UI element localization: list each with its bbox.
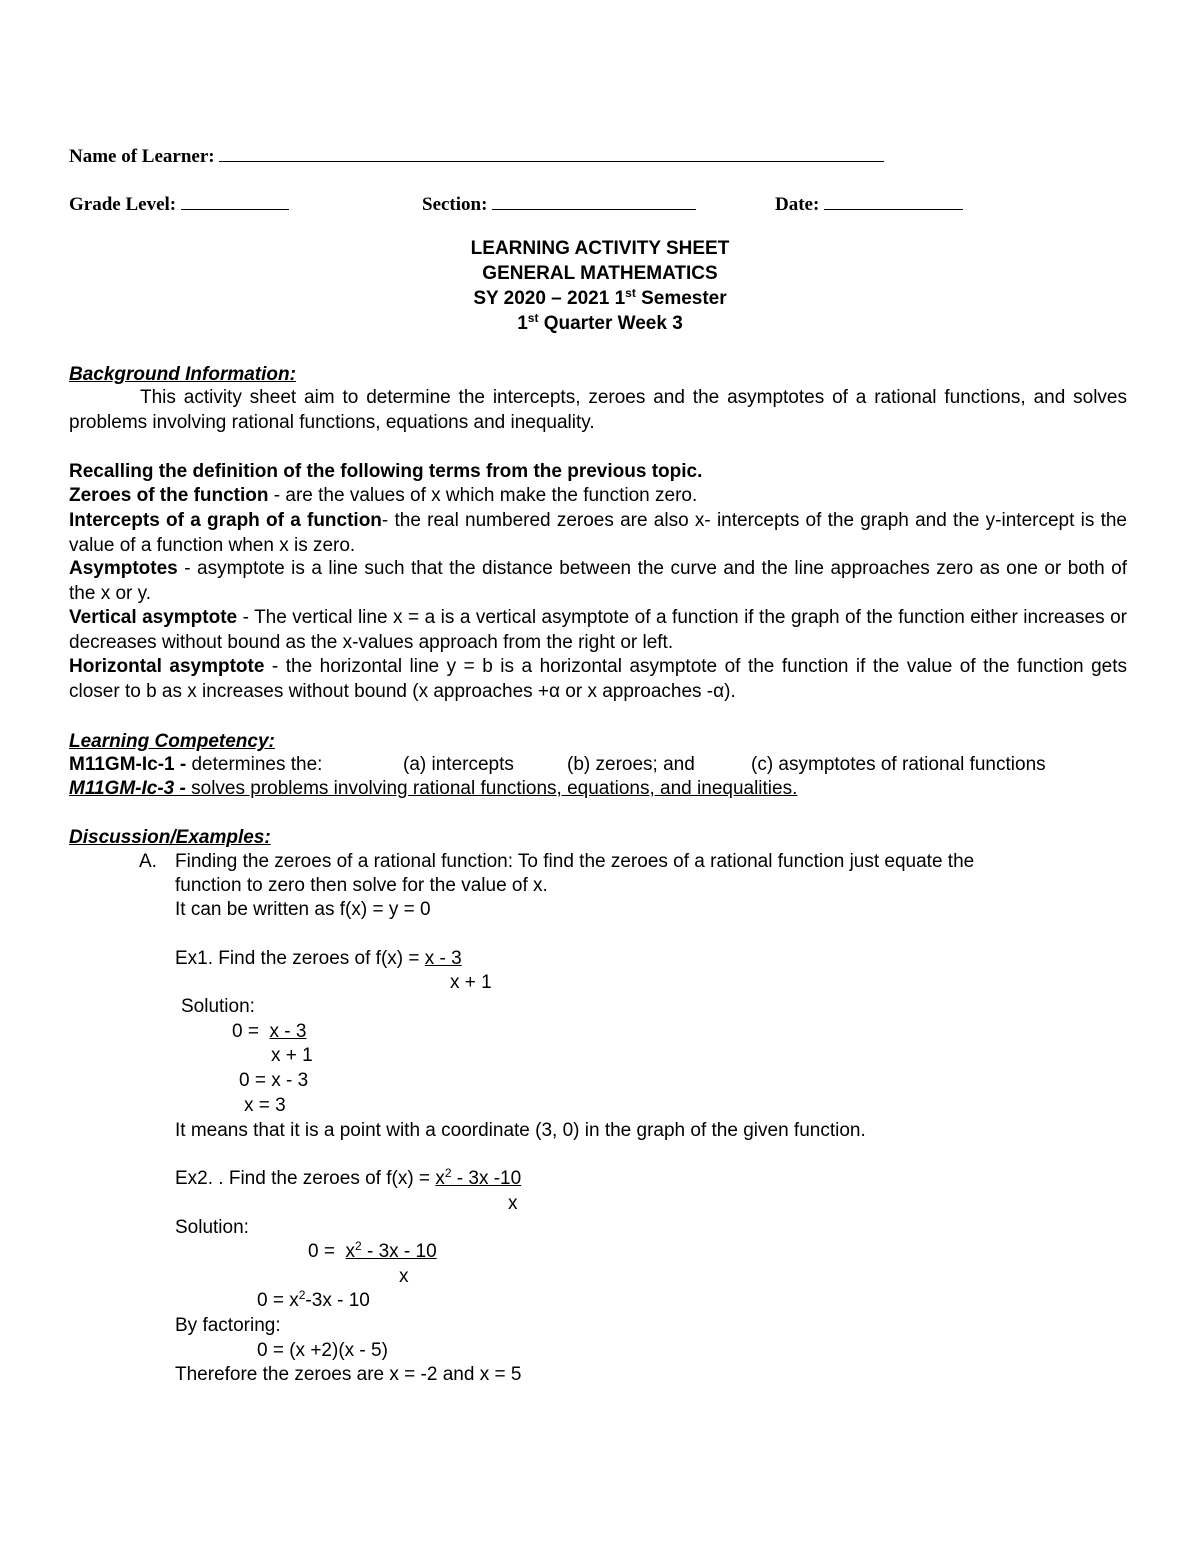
example-1-step-1-denominator: x + 1 xyxy=(271,1045,313,1066)
example-2-step-2: $0 = x^2-3x - 10$ xyxy=(257,1288,370,1311)
item-letter: A. xyxy=(139,851,157,872)
definition-asymptotes xyxy=(69,557,1127,606)
definition-term: Horizontal asymptote xyxy=(69,656,265,677)
competency-1-option-b: (b) zeroes; and xyxy=(567,754,695,775)
item-a-text-line-3: It can be written as f(x) = y = 0 xyxy=(175,899,431,920)
item-a-text-line-2: function to zero then solve for the value of x. xyxy=(175,875,548,896)
example-1-denominator: x + 1 xyxy=(450,972,492,993)
definition-text: - asymptote is a line such that the distance between the curve and the line approaches zero as one or both of the x or y. xyxy=(69,558,1127,604)
example-2-numerator: $x^2 - 3x$ -10 xyxy=(435,1166,522,1189)
definition-zeroes xyxy=(69,484,1127,509)
definition-term: Asymptotes xyxy=(69,558,178,579)
discussion-heading: Discussion/Examples: xyxy=(69,827,271,848)
definition-horizontal-asymptote xyxy=(69,655,1127,704)
definition-text: - the horizontal line y = b is a horizontal asymptote of the function if the value of the function gets closer to b as x increases without bound (x approaches +α or x approaches -α). xyxy=(69,656,1127,702)
definition-term: Zeroes of the function xyxy=(69,485,269,506)
grade-level-field xyxy=(69,191,289,216)
date-field xyxy=(775,191,963,216)
name-blank-line xyxy=(219,143,884,162)
name-of-learner-field xyxy=(69,143,884,168)
example-1-step-3: x = 3 xyxy=(244,1095,286,1116)
definition-vertical-asymptote xyxy=(69,606,1127,655)
definition-intercepts xyxy=(69,509,1127,558)
example-2-step-1-denominator: x xyxy=(399,1266,409,1287)
grade-blank-line xyxy=(181,191,289,210)
example-2-denominator: x xyxy=(508,1193,518,1214)
example-2-prompt: Ex2. . Find the zeroes of $f(x) = x^2 - 3x$ -10 xyxy=(175,1166,522,1189)
example-2-step-1: $0 = x^2 - 3x - 10$ xyxy=(308,1239,437,1262)
definition-term: Vertical asymptote xyxy=(69,607,238,628)
definition-text: - the real numbered zeroes are also x- intercepts of the graph and the y-intercept is the value of a function when x is zero. xyxy=(69,510,1127,556)
example-1-step-2: 0 = x - 3 xyxy=(239,1070,309,1091)
example-1-conclusion: It means that it is a point with a coordinate (3, 0) in the graph of the given function. xyxy=(175,1120,866,1141)
background-text: This activity sheet aim to determine the intercepts, zeroes and the asymptotes of a rational functions, and solves problems involving rational functions, equations and inequality. xyxy=(69,387,1127,433)
item-a-text-line-1: Finding the zeroes of a rational function: To find the zeroes of a rational function just equate the xyxy=(175,851,975,872)
school-year-semester: SY 2020 – 2021 1st Semester xyxy=(473,286,727,309)
section-field xyxy=(422,191,696,216)
competency-1: M11GM-Ic-1 - determines the: xyxy=(69,754,323,775)
quarter-week: 1st Quarter Week 3 xyxy=(517,311,683,334)
date-blank-line xyxy=(824,191,963,210)
example-1-solution-label: Solution: xyxy=(181,996,255,1017)
definition-text: - The vertical line x = a is a vertical asymptote of a function if the graph of the function either increases or decreases without bound as the x-values approach from the right or left. xyxy=(69,607,1127,653)
name-label: Name of Learner: xyxy=(69,146,215,167)
definition-term: Intercepts of a graph of a function xyxy=(69,510,382,531)
example-1-step-1: 0 = x - 3 xyxy=(232,1021,307,1042)
sheet-title: LEARNING ACTIVITY SHEET xyxy=(470,238,730,259)
section-blank-line xyxy=(492,191,696,210)
competency-1-option-a: (a) intercepts xyxy=(403,754,514,775)
example-2-solution-label: Solution: xyxy=(175,1217,249,1238)
definition-text: - are the values of x which make the function zero. xyxy=(268,485,698,506)
competency-heading: Learning Competency: xyxy=(69,731,275,752)
competency-1-option-c: (c) asymptotes of rational functions xyxy=(751,754,1046,775)
competency-2: M11GM-Ic-3 - solves problems involving rational functions, equations, and inequalities. xyxy=(69,778,798,799)
example-2-step-3: 0 = (x +2)(x - 5) xyxy=(257,1340,388,1361)
grade-label: Grade Level: xyxy=(69,194,177,215)
background-heading: Background Information: xyxy=(69,364,296,385)
example-1-numerator: x - 3 xyxy=(424,948,462,969)
date-label: Date: xyxy=(775,194,820,215)
subject-title: GENERAL MATHEMATICS xyxy=(482,263,718,284)
definitions-heading: Recalling the definition of the following terms from the previous topic. xyxy=(69,461,703,482)
example-1-prompt: Ex1. Find the zeroes of f(x) = x - 3 xyxy=(175,948,462,969)
section-label: Section: xyxy=(422,194,488,215)
example-2-conclusion: Therefore the zeroes are x = -2 and x = 5 xyxy=(175,1364,522,1385)
example-2-factoring-label: By factoring: xyxy=(175,1315,281,1336)
